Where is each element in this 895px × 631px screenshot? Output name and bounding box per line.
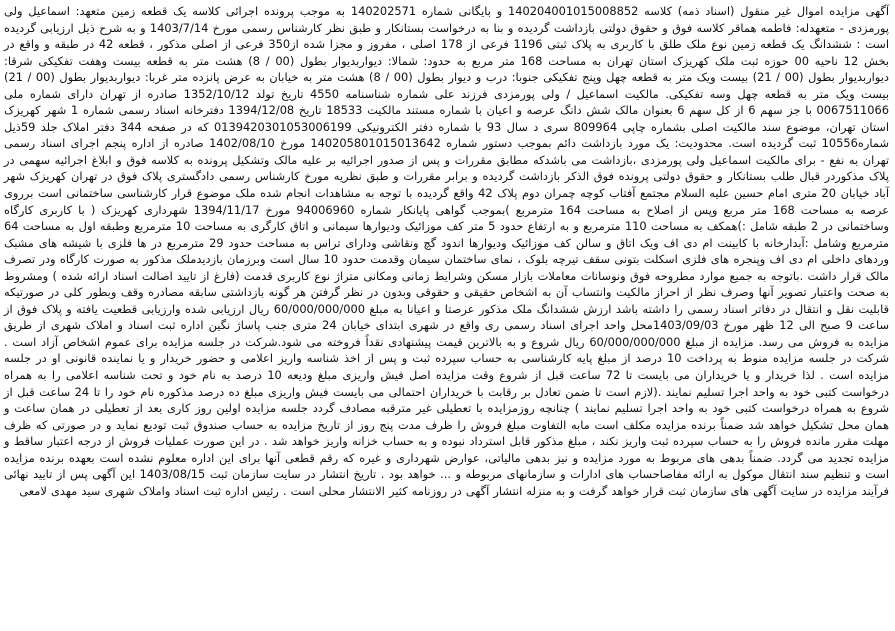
auction-notice-text: آگهی مزایده اموال غیر منقول (اسناد ذمه) کلاسه 140204001015008852 و بایگانی شماره 140202571 به موجب پرونده اجرائی کلاسه یک قطعه زمین متعهد: اسماعیل ولی پورمزدی - متعهدله: فاطمه هماقر کلاسه فوق و حقوق دولتی بازداشت گردیده و بنا به درخواست بستانکار و طبق نظر کارشناس رسمی مورخ 1403/7/14 و به شرح ذیل ارزیابی گردیده است : ششدانگ یک قطعه زمین نوع ملک طلق با کاربری به پلاک ثبتی 1196 فرعی از 178 اصلی ، مفروز و مجزا شده از350 فرعی از اصلی مذکور ، قطعه 42 در طبقه و واقع در بخش 12 ناحیه 00 حوزه ثبت ملک کهریزک استان تهران به مساحت 168 متر مربع به حدود: شمالا: دیواربدیوار بطول (00 / 8) هشت متر به قطعه بیست وهفت تفکیکی شرقا: دیواربدیوار بطول (00 / 21) بیست ویک متر به قطعه چهل وپنج تفکیکی جنوبا: درب و دیوار بطول (00 / 8) هشت متر به خیابان به عرض پانزده متر غربا: دیواربدیوار بطول (00 / 21) بیست ویک متر به قطعه چهل وسه تفکیکی. مالکیت اسماعیل / ولی پورمزدی فرزند علی شماره شناسنامه 4550 تاریخ تولد 1352/10/12 صادره از تهران دارای شماره ملی 0067511066 با جز سهم 6 از کل سهم 6 بعنوان مالک شش دانگ عرصه و اعیان با شماره مستند مالکیت 18533 تاریخ 1394/12/08 دفترخانه اسناد رسمی شماره 1 شهر کهریزک استان تهران، موضوع سند مالکیت اصلی بشماره چاپی 809964 سری د سال 93 با شماره دفتر الکترونیکی 0139420301053006199 که در صفحه 344 دفتر املاک جلد 59ذیل شماره10556 ثبت گردیده است. محدودیت: یک مورد بازداشت دائم بموجب دستور شماره 140205801015013642 مورخ 1402/08/10 صادره از اداره پنجم اجرای اسناد رسمی تهران به نفع - برای مالکیت اسماعیل ولی پورمزدی ،بازداشت می باشدکه مطابق مقررات و پس از صدور اجرائیه بر علیه مالک وتشکیل پرونده به کلاسه فوق و ابلاغ اجرائیه سهمی در پلاک مذکوردر قبال طلب بستانکار و حقوق دولتی پرونده فوق الذکر بازداشت گردیده و برابر مقررات و طبق نظریه مورخ کارشناس رسمی دادگستری پلاک فوق در تهران کهریزک شهر آباد خیابان 20 متری امام حسین علیه السلام مجتمع آفتاب کوچه چمران دوم پلاک 42 واقع گردیده با توجه به مشاهدات انجام شده ملک موضوع قرار کارشناسی ساختمانی است برروی عرصه به مساحت 168 متر مربع وپس از اصلاح به مساحت 164 مترمربع )بموجب گواهی پایانکار شماره 94006960 مورخ 1394/11/17 شهرداری کهریزک ( با کاربری کارگاه وساختمانی در 2 طبقه شامل :)همکف به مساحت 110 مترمربع و به ارتفاع حدود 5 متر کف موزائیک ودیوارها سیمانی و اتاق کارگری به مساحت 10 مترمربع وطبقه اول به مساحت 64 مترمربع وشامل :آبدارخانه با کابینت ام دی اف ویک اتاق و سالن کف موزائیک ودیوارها اندود گچ ونقاشی ودارای تراس به مساحت حدود 29 مترمربع در ها فلزی با شیشه های مشبک وردهای داخلی ام دی اف وپنجره های فلزی اسکلت بتونی سقف تیرچه بلوک ، نمای ساختمان سیمان وقدمت حدود 10 سال است وبرزمان بازدیدملک مذکور به صورت کارگاه ودر تصرف مالک قرار داشت .باتوجه به جمیع موارد مطروحه فوق ونوسانات معاملات بازار مسکن وشرایط زمانی ومکانی متراژ نوع کاربری قدمت (فارغ از تایید اصالت اسناد ارائه شده ) ومشروط به صحت واعتبار تصویر آنها وصرف نظر از احراز مالکیت وانتساب آن به اشخاص حقیقی و حقوقی وبدون در نظر گرفتن هر گونه بازداشتی سابقه مصادره وقف وبطور کلی در صورتیکه قابلیت نقل و انتقال در دفاتر اسناد رسمی را داشته باشد ارزش ششدانگ ملک مذکور عرصتا و اعیانا به مبلغ 60/000/000/000 ریال ارزیابی شده وارزیابی قطعیت یافته و پلاک فوق از ساعت 9 صبح الی 12 ظهر مورخ 1403/09/03محل واحد اجرای اسناد رسمی ری واقع در شهری ابتدای خیابان 24 متری جنب پاساژ نگین اداره ثبت اسناد و املاک شهری از طریق مزایده به فروش می رسد. مزایده از مبلغ 60/000/000/000 ریال شروع و به بالاترین قیمت پیشنهادی نقداً فروخته می شود.شرکت در جلسه مزایده برای عموم اشخاص آزاد است . شرکت در جلسه مزایده منوط به پرداخت 10 درصد از مبلغ پایه کارشناسی به حساب سپرده ثبت و پس از اخذ شناسه واریز اعلامی و حضور خریدار و یا نماینده قانونی او در جلسه مزایده است . لذا خریدار و یا خریداران می بایست تا 72 ساعت قبل از شروع وقت مزایده اصل فیش واریزی مبلغ ودیعه 10 درصد به نام خود و تحت شناسه اعلامی را به همراه درخواست کتبی خود به واحد اجرا تسلیم نمایند .(لازم است تا ضمن تعادل بر رقابت با خریداران احتمالی می بایست فیش واریزی مبلغ ده درصد مذکوره نام خود را تا 24 ساعت قبل از شروع به همراه درخواست کتبی خود به واحد اجرا تسلیم نمایند ) چنانچه روزمزایده با تعطیلی غیر مترقبه مصادف گردد جلسه مزایده اولین روز کاری بعد از تعطیلی در همان ساعت و همان محل تشکیل خواهد شد ضمناً برنده مزایده مکلف است مابه التفاوت مبلغ فروش را ظرف مدت پنج روز از تاریخ مزایده به حساب صندوق ثبت تودیع نماید و در صورتی که ظرف مهلت مقرر مانده فروش را به حساب سپرده ثبت واریز نکند ، مبلغ مذکور قابل استرداد نبوده و به حساب خزانه واریز خواهد شد . در این صورت عملیات فروش از درجه اعتبار ساقط و مزایده تجدید می گردد. ضمناً بدهی های مربوط به مورد مزایده و نیز بدهی مالیاتی، عوارض شهرداری و غیره که رقم قطعی آنها برای این اداره معلوم نشده است بعهده برنده مزایده است و تنظیم سند انتقال موکول به ارائه مفاصاحساب های ادارات و سازمانهای مربوطه و ... خواهد بود . تاریخ انتشار در سایت سازمان ثبت 1403/08/15 این آگهی پس از تایید نهائی فرآیند مزایده در سایت آگهی های سازمان ثبت قرار خواهد گرفت و به منزله انتشار آگهی در روزنامه کثیر الانتشار محلی است . رئیس اداره ثبت اسناد واملاک شهری سید مهدی لامعی bbox=[4, 4, 890, 498]
